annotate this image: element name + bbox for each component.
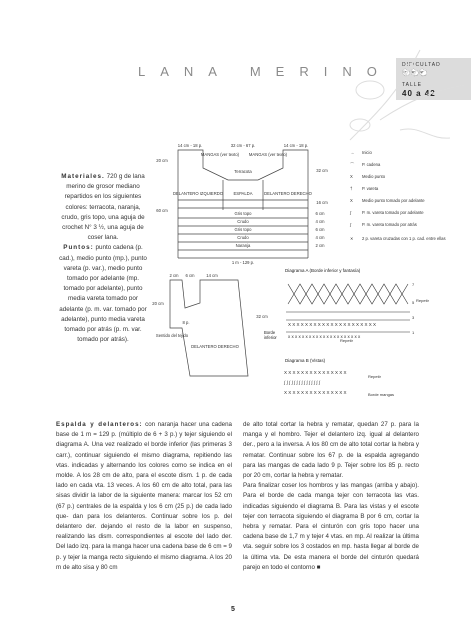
- row-7: 7: [412, 282, 415, 287]
- diagram-a-title: Diagrama A (Borde inferior y fantasía): [285, 268, 361, 273]
- bottom-measure: 1 m - 129 p.: [231, 260, 255, 265]
- svg-text:∫: ∫: [350, 210, 352, 215]
- legend-mp-adelante: Medio punto tomado por adelante: [362, 198, 425, 203]
- svg-text:†: †: [350, 186, 353, 191]
- svg-text:x x x x x x x x x x x x x x x: x x x x x x x x x x x x x x x x x x x x x: [288, 334, 361, 339]
- stripe-5: Naranja: [235, 243, 251, 248]
- row-1: 1: [412, 330, 415, 335]
- sleeves-left: MANGAS (ver texto): [200, 152, 240, 157]
- schematic-top: [150, 140, 340, 265]
- svg-text:✕: ✕: [350, 236, 354, 241]
- right-s3: 6 cm: [315, 227, 325, 232]
- top-right-measure: 14 cm - 18 p.: [283, 143, 309, 148]
- body-column-2: [243, 420, 419, 573]
- difficulty-label: DIFICULTAD: [402, 62, 441, 68]
- stripe-1: Gris topo: [234, 211, 252, 216]
- legend-mvar-atras: P. m. vareta tomado por atrás: [362, 222, 417, 227]
- direction-label: Sentido del tejido: [155, 333, 189, 338]
- row-5: 5: [412, 300, 415, 305]
- diagram-b: [280, 364, 395, 404]
- size-label: TALLE: [402, 82, 422, 88]
- border-mangas-label: Borde mangas: [368, 392, 395, 397]
- stripe-4: Crudo: [237, 235, 249, 240]
- svg-text:→: →: [350, 150, 355, 155]
- front-left-label: DELANTERO IZQUIERDO: [172, 191, 224, 196]
- top-left-measure: 14 cm - 18 p.: [177, 143, 203, 148]
- svg-text:∫: ∫: [350, 222, 352, 227]
- legend-medio-punto: Medio punto: [362, 174, 386, 179]
- stitches-heading: Puntos:: [63, 244, 94, 252]
- sheep-icons: 🐑🐑🐑: [402, 70, 429, 77]
- body-heading: Espalda y delanteros:: [56, 421, 143, 428]
- svg-text:X X X X X X X X X X X X X X X: X X X X X X X X X X X X X X X: [284, 390, 347, 395]
- body-text-3: Para finalizar coser los hombros y las mangas (arriba y abajo). Para el borde de cada manga tejer con terracota las vtas. indicadas siguiendo el diagrama B. Para las vistas y el escote tejer con terracota siguiendo el diagrama B por 6 cm, cortar la hebra y rematar. Para el cinturón con gris topo hacer una cadena base de 1,7 m y tejer 4 vtas. en mp. Al realizar la última vta. seguir sobre los 3 costados en mp. hasta llegar al borde de la última vta. De esta manera el borde del cinturón quedará parejo en todo el contorno ■: [243, 482, 419, 571]
- p8-measure: 8 p.: [182, 320, 190, 325]
- svg-text:X X X X X X X X X X X X X X X: X X X X X X X X X X X X X X X X X X X X X: [288, 322, 377, 327]
- body-text-1: con naranja hacer una cadena base de 1 m = 129 p. (múltiplo de 6 + 3 p.) y tejer siguiendo el diagrama A. Una vez realizado el borde inferior (las primeras 3 carr.), continuar siguiendo el mismo diagrama, repitiendo las vtas. indicadas y alternando los colores como se indica en el molde. A los 28 cm de alto, para el escote dism. 1 p. de cada lado en cada vta. 13 veces. A los 60 cm de alto total, para las sisas dividir la labor de la siguiente manera: marcar los 52 cm (67 p.) centrales de la espalda y los 6 cm (25 p.) de cada lado que- dan para los delanteros. Continuar sobre los p. del delantero der. dejando el resto de la labor en suspenso, realizando las dism. correspondientes al escote del lado der. Del lado izq. para la manga hacer una cadena base de 6 cm = 9 p. y tejer la manga recto siguiendo el mismo diagrama. A los 20 m de alto sisa y 80 cm: [56, 421, 232, 571]
- height-60: 60 cm: [156, 208, 168, 213]
- terracota-label: Terracota: [234, 169, 252, 174]
- right-32: 32 cm: [316, 168, 328, 173]
- body-column-1: [56, 420, 232, 573]
- materials-block: [56, 172, 150, 345]
- h20-measure: 20 cm: [152, 301, 164, 306]
- repeat-a: Repetir: [416, 298, 429, 303]
- repeat-a-bottom: Repetir: [340, 338, 353, 343]
- w14-measure: 14 cm: [206, 273, 218, 278]
- schematic-bottom: [150, 268, 280, 378]
- svg-text:X: X: [350, 174, 353, 179]
- sizes-value: 40 a 42: [402, 89, 436, 98]
- right-s1: 6 cm: [315, 211, 325, 216]
- stitches-text: punto cadena (p. cad.), medio punto (mp.), punto vareta (p. var.), medio punto tomado por adelante (mp. tomado por adelante), punto media vareta tomado por adelante (p. m. var. tomado por adelante), punto media vareta tomado por atrás (p. m. var. tomado por atrás).: [59, 244, 147, 344]
- svg-text:X: X: [350, 198, 353, 203]
- w2-measure: 2 cm: [169, 273, 179, 278]
- materials-heading: Materiales.: [61, 173, 105, 180]
- top-mid-measure: 32 cm - 67 p.: [230, 143, 256, 148]
- body-text-2: de alto total cortar la hebra y rematar, quedan 27 p. para la manga y el hombro. Tejer el delantero izq. igual al delantero der., pero a la inversa. A los 80 cm de alto total cortar la hebra y rematar. Continuar sobre los 67 p. de la espalda agregando para las mangas de cada lado 9 p. Tejer sobre los 85 p. recto por 20 cm, cortar la hebra y rematar.: [243, 421, 419, 480]
- right-s4: 4 cm: [315, 235, 325, 240]
- legend-vareta: P. vareta: [362, 186, 379, 191]
- height-20: 20 cm: [156, 158, 168, 163]
- front-right-label: DELANTERO DERECHO: [264, 191, 312, 196]
- svg-text:∫ ∫ ∫ ∫ ∫ ∫ ∫ ∫ ∫ ∫ ∫ ∫ ∫ ∫ ∫: ∫ ∫ ∫ ∫ ∫ ∫ ∫ ∫ ∫ ∫ ∫ ∫ ∫ ∫ ∫: [284, 380, 320, 385]
- h32-measure: 32 cm: [256, 314, 268, 319]
- page-title: LANA MERINO: [138, 64, 392, 79]
- diagram-b-title: Diagrama B (Vistas): [285, 358, 326, 363]
- border-inferior-label: Borde inferior: [264, 330, 277, 340]
- floral-ornament: [340, 30, 471, 150]
- stripe-3: Gris topo: [234, 227, 252, 232]
- page-number: 5: [231, 606, 235, 613]
- svg-text:⌒: ⌒: [350, 162, 355, 167]
- materials-text: 720 g de lana merino de grosor mediano repartidos en los siguientes colores: terracota, naranja, crudo, gris topo, una aguja de crochet N° 3 ½, una aguja de coser lana.: [61, 173, 145, 242]
- right-s2: 4 cm: [315, 219, 325, 224]
- legend-mvar-adelante: P. m. vareta tomado por adelante: [362, 210, 424, 215]
- row-3: 3: [412, 315, 415, 320]
- stripe-2: Crudo: [237, 219, 249, 224]
- front-right-label: DELANTERO DERECHO: [191, 344, 239, 349]
- right-16: 16 cm: [316, 200, 328, 205]
- back-label: ESPALDA: [233, 191, 253, 196]
- legend-cadena: P. cadena: [362, 162, 381, 167]
- w6-measure: 6 cm: [185, 273, 195, 278]
- svg-text:X X X X X X X X X X X X X X X: X X X X X X X X X X X X X X X: [284, 370, 347, 375]
- legend: [348, 146, 458, 256]
- legend-inicio: Inicio: [362, 150, 372, 155]
- diagram-a: [280, 274, 429, 344]
- repeat-b: Repetir: [368, 374, 381, 379]
- legend-cruzadas: 2 p. vareta cruzadas con 1 p. cad. entre ellas: [362, 236, 446, 241]
- sleeves-right: MANGAS (ver texto): [248, 152, 288, 157]
- right-s5: 2 cm: [315, 243, 325, 248]
